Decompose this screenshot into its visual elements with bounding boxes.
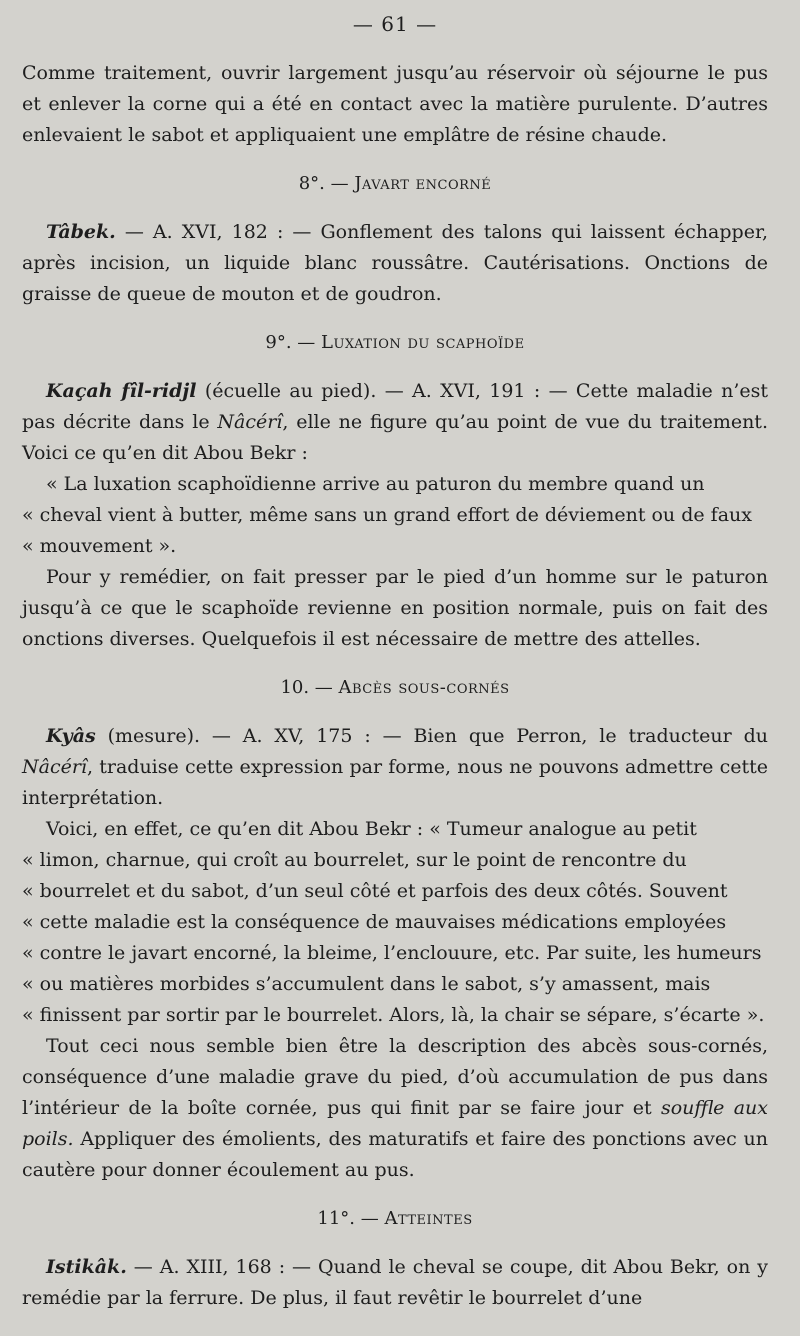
section-10-paragraph [22, 721, 768, 814]
page-number: — 61 — [352, 12, 438, 36]
section-10-quote-line: « limon, charnue, qui croît au bourrelet, sur le point de rencontre du [22, 849, 687, 871]
section-9-quote-line: « cheval vient à butter, même sans un grand effort de déviement ou de faux [22, 504, 752, 526]
section-9-term: Kaçah fîl-ridjl [46, 380, 197, 402]
section-9-quote-line: « La luxation scaphoïdienne arrive au paturon du membre quand un [46, 473, 705, 495]
section-10-after-paragraph [22, 1031, 768, 1186]
section-10-quote-line: « ou matières morbides s’accumulent dans le sabot, s’y amassent, mais [22, 973, 711, 995]
section-10-ref: Nâcérî [22, 756, 87, 778]
section-11-title: Atteintes [384, 1208, 473, 1229]
section-9-quote-line: « mouvement ». [22, 535, 177, 557]
section-10-quote-line: « bourrelet et du sabot, d’un seul côté et parfois des deux côtés. Souvent [22, 880, 728, 902]
section-9-paragraph [22, 376, 768, 469]
section-9-after-paragraph: Pour y remédier, on fait presser par le pied d’un homme sur le paturon jusqu’à ce que le scaphoïde revienne en position normale, puis on fait des onctions diverses. Quelquefois il est nécessaire de mettre des attelles. [22, 566, 768, 650]
section-10-number: 10. — [280, 677, 339, 698]
section-8-number: 8°. — [298, 173, 355, 194]
section-11-text: — A. XIII, 168 : — Quand le cheval se coupe, dit Abou Bekr, on y remédie par la ferrure. De plus, il faut revêtir le bourrelet d’une [22, 1256, 768, 1309]
section-9-text-b: , elle ne figure qu’au point de vue du traitement. Voici ce qu’en dit Abou Bekr : [22, 411, 768, 464]
section-10-after-b: Appliquer des émolients, des maturatifs et faire des ponctions avec un cautère pour donner écoulement au pus. [22, 1128, 768, 1181]
section-8-paragraph [22, 217, 768, 310]
section-9-ref: Nâcérî [217, 411, 283, 433]
section-8-title: Javart encorné [354, 173, 492, 194]
section-10-text-a: (mesure). — A. XV, 175 : — Bien que Perron, le traducteur du [95, 725, 768, 747]
section-10-quote-line: « contre le javart encorné, la bleime, l’enclouure, etc. Par suite, les humeurs [22, 942, 762, 964]
section-9-text-a: (écuelle au pied). — A. XVI, 191 : — Cette maladie n’est pas décrite dans le [22, 380, 769, 433]
section-11-paragraph [22, 1252, 768, 1314]
section-11-term: Istikâk. [46, 1256, 127, 1278]
section-10-title: Abcès sous-cornés [338, 677, 510, 698]
section-9-number: 9°. — [265, 332, 322, 353]
section-8-term: Tâbek. [46, 221, 116, 243]
section-9-title: Luxation du scaphoïde [321, 332, 525, 353]
section-10-after-em: souffle aux poils. [22, 1097, 768, 1150]
section-10-text-b: , traduise cette expression par forme, nous ne pouvons admettre cette interprétation. [22, 756, 768, 809]
section-8-heading [22, 169, 768, 199]
section-9-heading [22, 328, 768, 358]
section-10-after-a: Tout ceci nous semble bien être la description des abcès sous-cornés, conséquence d’une maladie grave du pied, d’où accumulation de pus dans l’intérieur de la boîte cornée, pus qui finit par se faire jour et [22, 1035, 768, 1119]
section-10-quote-line: « finissent par sortir par le bourrelet. Alors, là, la chair se sépare, s’écarte ». [22, 1004, 765, 1026]
section-11-heading [22, 1204, 768, 1234]
section-8-text: — A. XVI, 182 : — Gonflement des talons qui laissent échapper, après incision, un liquide blanc roussâtre. Cautérisations. Onctions de graisse de queue de mouton et de goudron. [22, 221, 768, 305]
section-10-quote-intro: Voici, en effet, ce qu’en dit Abou Bekr : « Tumeur analogue au petit [46, 818, 697, 840]
section-11-number: 11°. — [317, 1208, 385, 1229]
section-10-quote-line: « cette maladie est la conséquence de mauvaises médications employées [22, 911, 727, 933]
intro-paragraph: Comme traitement, ouvrir largement jusqu’au réservoir où séjourne le pus et enlever la corne qui a été en contact avec la matière purulente. D’autres enlevaient le sabot et appliquaient une emplâtre de résine chaude. [22, 62, 768, 146]
section-10-term: Kyâs [46, 725, 96, 747]
section-10-heading [22, 673, 768, 703]
